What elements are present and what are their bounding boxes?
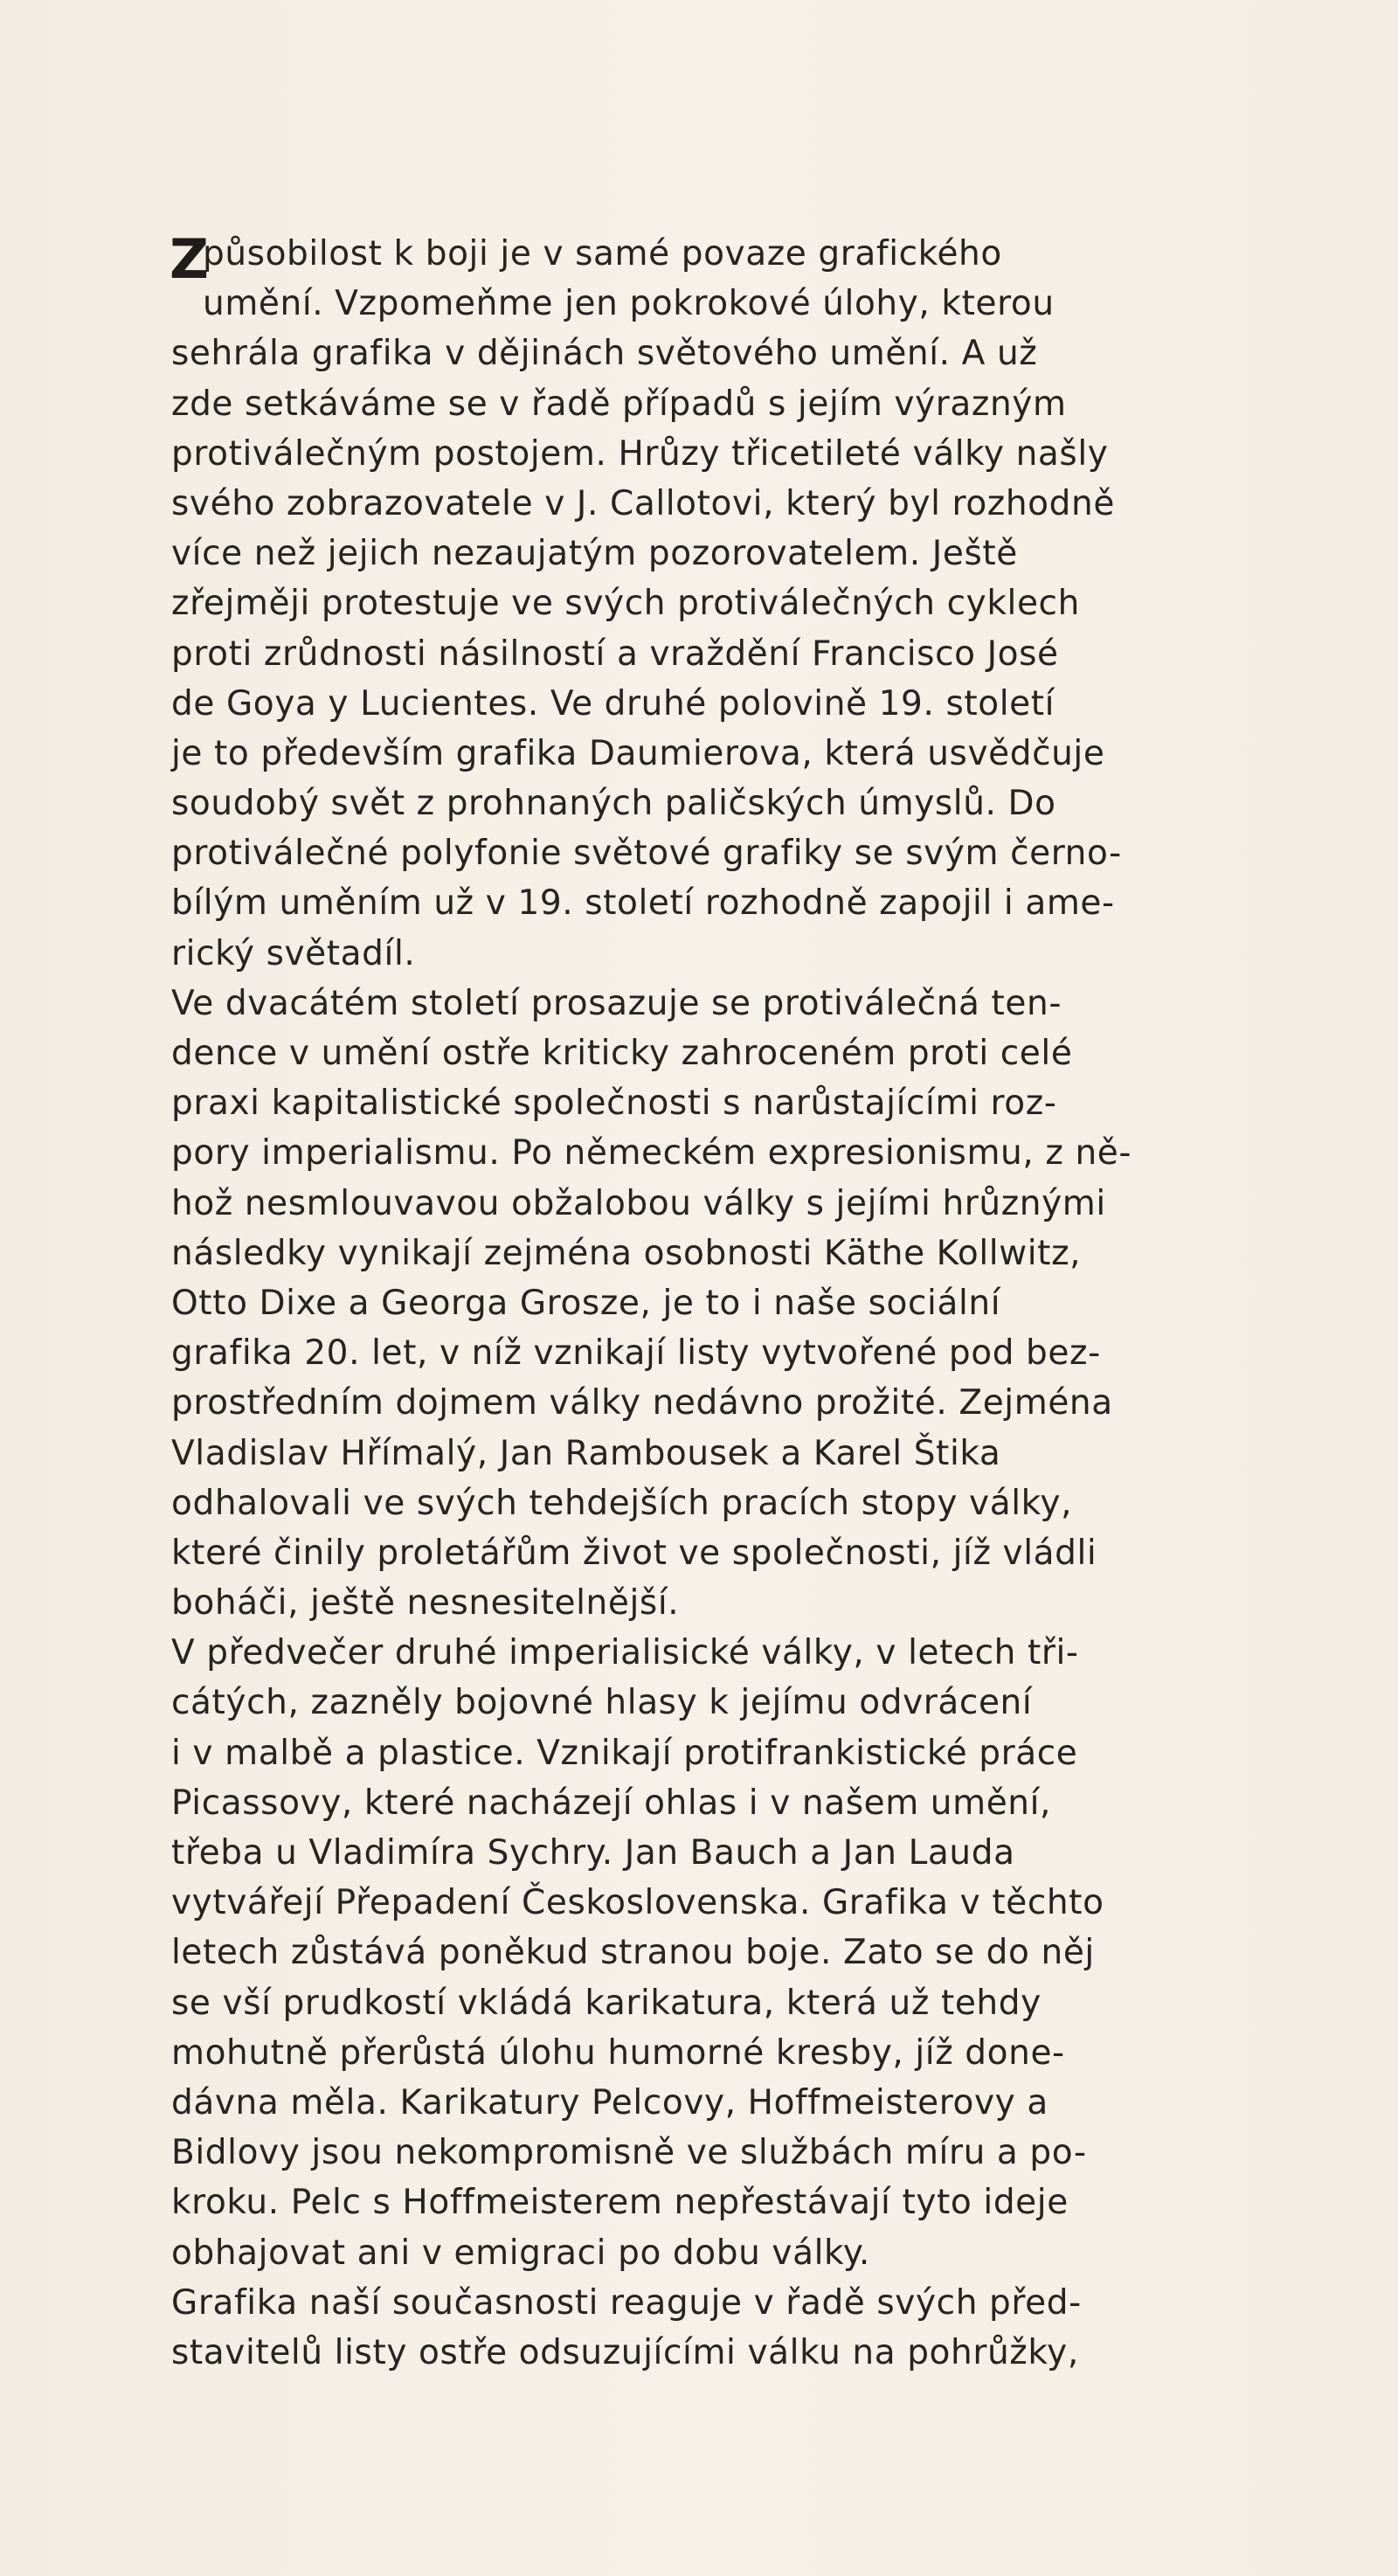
text-line: praxi kapitalistické společnosti s narůstajícími roz- <box>171 1084 1057 1124</box>
text-line: dávna měla. Karikatury Pelcovy, Hoffmeisterovy a <box>171 2082 1048 2122</box>
text-line: prostředním dojmem války nedávno prožité. Zejména <box>171 1383 1113 1423</box>
text-line: grafika 20. let, v níž vznikají listy vytvořené pod bez- <box>171 1333 1101 1374</box>
text-line: protiválečným postojem. Hrůzy třicetileté války našly <box>171 433 1109 474</box>
text-line: hož nesmlouvavou obžalobou války s jejími hrůznými <box>171 1183 1106 1223</box>
text-line: se vší prudkostí vkládá karikatura, která už tehdy <box>171 1983 1042 2023</box>
text-line: více než jejich nezaujatým pozorovatelem. Ještě <box>171 534 1018 574</box>
text-line: Otto Dixe a Georga Grosze, je to i naše sociální <box>171 1283 1001 1323</box>
text-line: proti zrůdnosti násilností a vraždění Francisco José <box>171 634 1059 674</box>
text-line: působilost k boji je v samé povaze grafického <box>203 234 1002 274</box>
text-line: de Goya y Lucientes. Ve druhé polovině 19. století <box>171 683 1055 724</box>
drop-cap: Z <box>170 227 210 291</box>
text-line: V předvečer druhé imperialisické války, v letech tři- <box>171 1633 1079 1673</box>
text-line: je to především grafika Daumierova, která usvědčuje <box>171 733 1105 773</box>
text-line: kroku. Pelc s Hoffmeisterem nepřestávají tyto ideje <box>171 2183 1069 2223</box>
text-line: Ve dvacátém století prosazuje se protiválečná ten- <box>171 983 1062 1023</box>
text-line: dence v umění ostře kriticky zahroceném proti celé <box>171 1034 1073 1073</box>
text-line: vytvářejí Přepadení Československa. Grafika v těchto <box>171 1883 1104 1923</box>
text-line: umění. Vzpomeňme jen pokrokové úlohy, kterou <box>203 284 1055 324</box>
text-line: které činily proletářům život ve společnosti, jíž vládli <box>171 1533 1097 1573</box>
text-line: Grafika naší současnosti reaguje v řadě svých před- <box>171 2282 1082 2323</box>
text-line: boháči, ještě nesnesitelnější. <box>171 1583 680 1624</box>
text-line: svého zobrazovatele v J. Callotovi, který byl rozhodně <box>171 483 1115 523</box>
text-line: cátých, zazněly bojovné hlasy k jejímu odvrácení <box>171 1683 1033 1723</box>
text-line: stavitelů listy ostře odsuzujícími válku na pohrůžky, <box>171 2332 1079 2372</box>
text-line: soudobý svět z prohnaných paličských úmyslů. Do <box>171 784 1056 824</box>
text-line: pory imperialismu. Po německém expresionismu, z ně- <box>171 1133 1132 1174</box>
text-line: třeba u Vladimíra Sychry. Jan Bauch a Jan Lauda <box>171 1833 1015 1873</box>
text-line: Vladislav Hřímalý, Jan Rambousek a Karel Štika <box>171 1433 1001 1473</box>
text-line: sehrála grafika v dějinách světového umění. A už <box>171 334 1038 374</box>
text-line: mohutně přerůstá úlohu humorné kresby, jíž done- <box>171 2032 1065 2073</box>
text-line: Picassovy, které nacházejí ohlas i v našem umění, <box>171 1783 1052 1823</box>
text-line: protiválečné polyfonie světové grafiky se svým černo- <box>171 834 1122 874</box>
text-line: letech zůstává poněkud stranou boje. Zato se do něj <box>171 1933 1095 1973</box>
text-line: obhajovat ani v emigraci po dobu války. <box>171 2233 870 2273</box>
text-line: bílým uměním už v 19. století rozhodně zapojil i ame- <box>171 883 1115 924</box>
body-text <box>171 229 1211 2378</box>
text-line: zřejměji protestuje ve svých protiválečných cyklech <box>171 584 1080 624</box>
text-line: odhalovali ve svých tehdejších pracích stopy války, <box>171 1483 1073 1523</box>
text-line: rický světadíl. <box>171 933 416 973</box>
text-line: Bidlovy jsou nekompromisně ve službách míru a po- <box>171 2133 1087 2173</box>
text-line: i v malbě a plastice. Vznikají protifrankistické práce <box>171 1733 1078 1773</box>
text-line: následky vynikají zejména osobnosti Käthe Kollwitz, <box>171 1233 1082 1273</box>
text-line: zde setkáváme se v řadě případů s jejím výrazným <box>171 384 1067 424</box>
